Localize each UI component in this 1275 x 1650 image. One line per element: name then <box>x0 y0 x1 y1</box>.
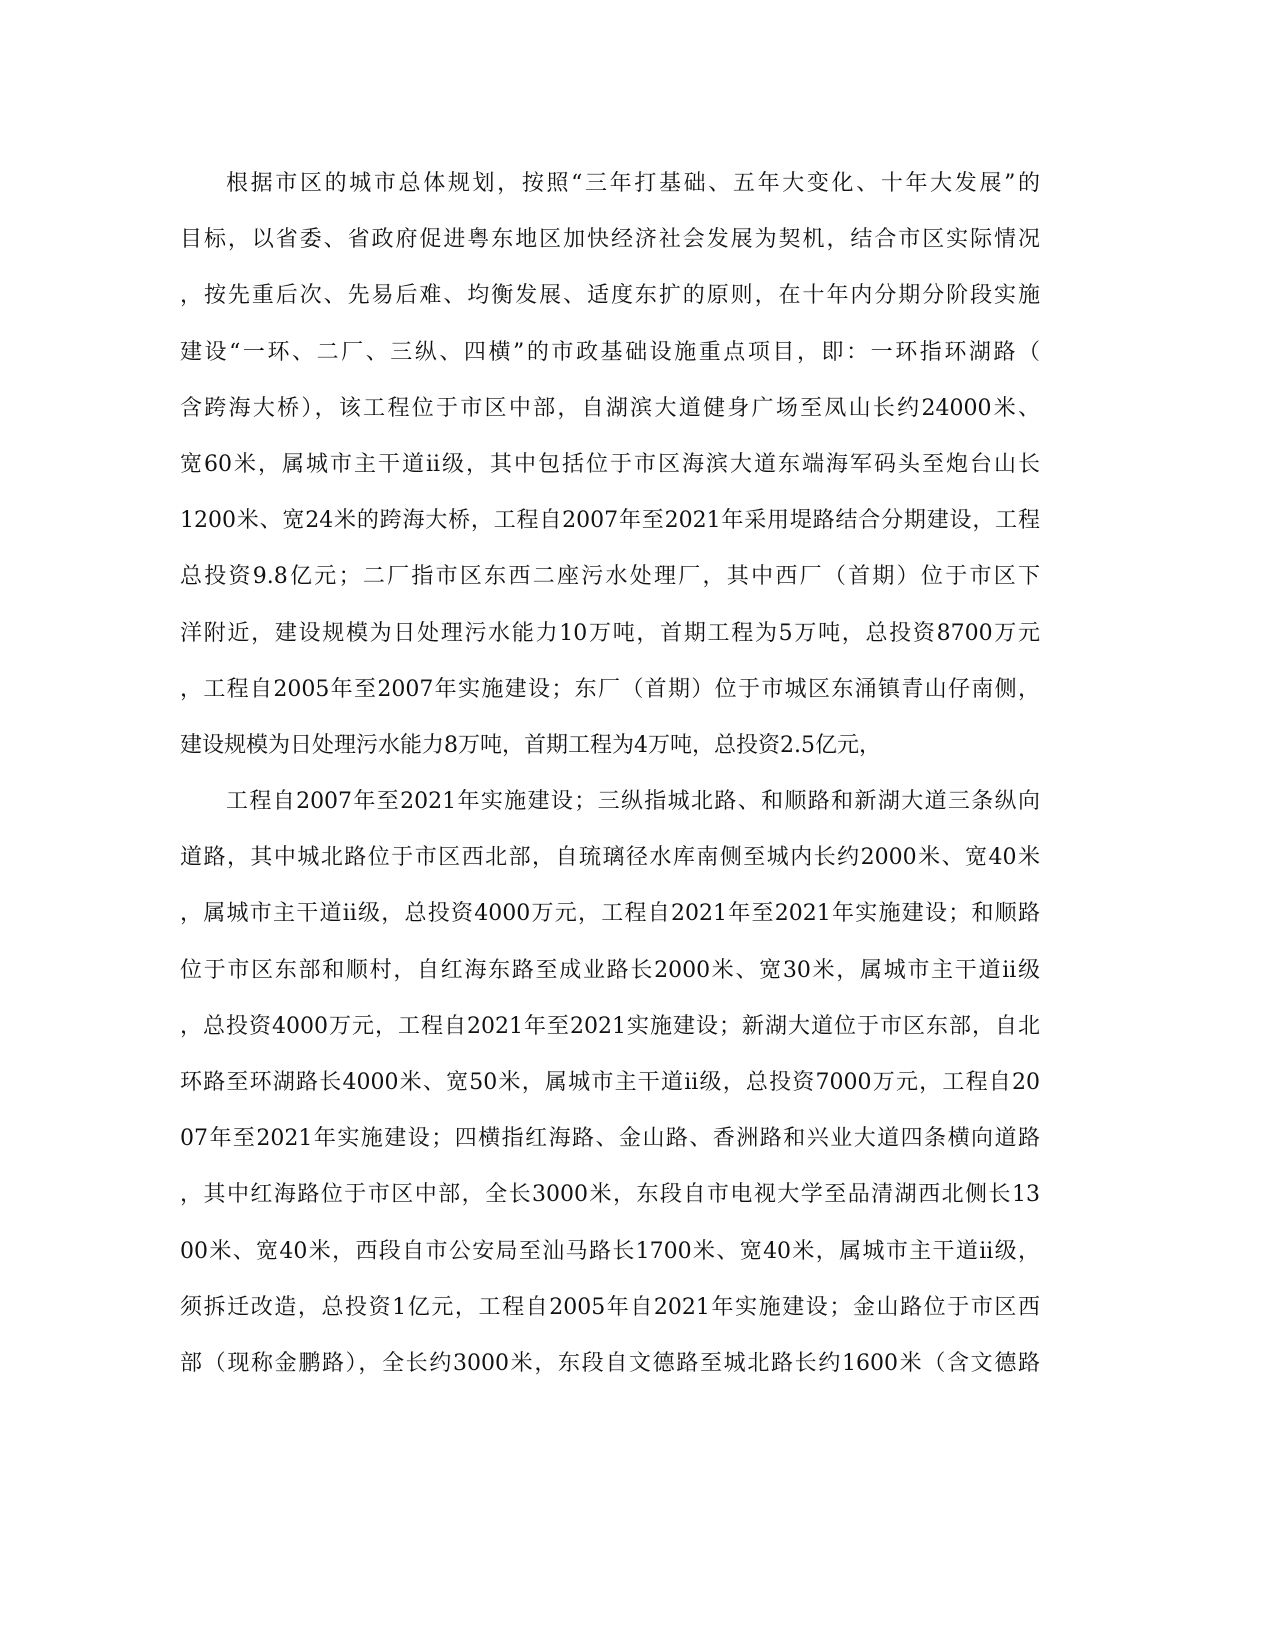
text-line: 建设“一环、二厂、三纵、四横”的市政基础设施重点项目，即：一环指环湖路（ <box>180 339 1040 365</box>
text-line: 工程自2007年至2021年实施建设；三纵指城北路、和顺路和新湖大道三条纵向 <box>226 789 1040 815</box>
text-line: 总投资9.8亿元；二厂指市区东西二座污水处理厂，其中西厂（首期）位于市区下 <box>180 564 1040 590</box>
text-line: 根据市区的城市总体规划，按照“三年打基础、五年大变化、十年大发展”的 <box>226 171 1040 196</box>
paragraph <box>180 774 1040 1392</box>
text-line: 目标，以省委、省政府促进粤东地区加快经济社会发展为契机，结合市区实际情况 <box>180 227 1040 253</box>
text-line: 含跨海大桥），该工程位于市区中部，自湖滨大道健身广场至凤山长约24000米、 <box>180 395 1040 421</box>
text-line: ，其中红海路位于市区中部，全长3000米，东段自市电视大学至品清湖西北侧长13 <box>180 1182 1040 1208</box>
text-line: ，总投资4000万元，工程自2021年至2021实施建设；新湖大道位于市区东部，自北 <box>180 1013 1040 1039</box>
body-text <box>180 156 1040 1392</box>
text-line: ，按先重后次、先易后难、均衡发展、适度东扩的原则，在十年内分期分阶段实施 <box>180 283 1040 309</box>
text-line: 1200米、宽24米的跨海大桥，工程自2007年至2021年采用堤路结合分期建设，工程 <box>180 508 1040 534</box>
text-line: 位于市区东部和顺村，自红海东路至成业路长2000米、宽30米，属城市主干道ii级 <box>180 957 1040 983</box>
paragraph <box>180 156 1040 774</box>
text-line: 宽60米，属城市主干道ii级，其中包括位于市区海滨大道东端海军码头至炮台山长 <box>180 451 1040 477</box>
text-line: 00米、宽40米，西段自市公安局至汕马路长1700米、宽40米，属城市主干道ii级， <box>180 1238 1040 1264</box>
text-line: ，工程自2005年至2007年实施建设；东厂（首期）位于市城区东涌镇青山仔南侧， <box>180 676 1040 702</box>
text-line: 须拆迁改造，总投资1亿元，工程自2005年自2021年实施建设；金山路位于市区西 <box>180 1294 1040 1320</box>
text-line: 部（现称金鹏路），全长约3000米，东段自文德路至城北路长约1600米（含文德路 <box>180 1350 1040 1376</box>
text-line: 道路，其中城北路位于市区西北部，自琉璃径水库南侧至城内长约2000米、宽40米 <box>180 845 1040 871</box>
text-line: 07年至2021年实施建设；四横指红海路、金山路、香洲路和兴业大道四条横向道路 <box>180 1126 1040 1152</box>
text-line: 环路至环湖路长4000米、宽50米，属城市主干道ii级，总投资7000万元，工程自20 <box>180 1070 1040 1095</box>
text-line: 洋附近，建设规模为日处理污水能力10万吨，首期工程为5万吨，总投资8700万元 <box>180 620 1040 646</box>
text-line: ，属城市主干道ii级，总投资4000万元，工程自2021年至2021年实施建设；和顺路 <box>180 901 1040 927</box>
text-line: 建设规模为日处理污水能力8万吨，首期工程为4万吨，总投资2.5亿元， <box>180 732 881 758</box>
